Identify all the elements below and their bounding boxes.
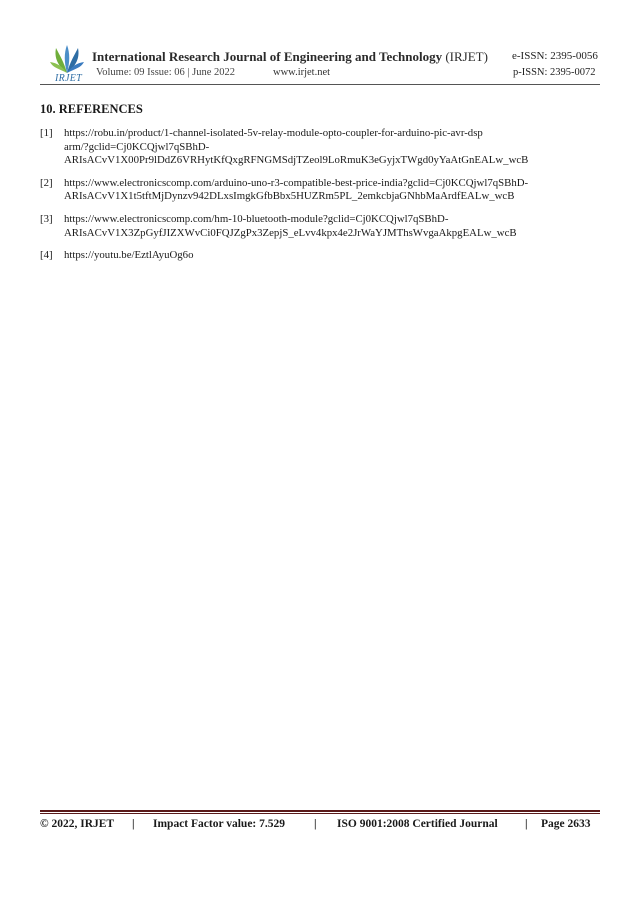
reference-link-line[interactable]: https://www.electronicscomp.com/hm-10-bluetooth-module?gclid=Cj0KCQjwl7qSBhD-	[64, 212, 449, 225]
pissn: p-ISSN: 2395-0072	[513, 67, 596, 78]
reference-link-line[interactable]: https://robu.in/product/1-channel-isolated-5v-relay-module-opto-coupler-for-arduino-pic-avr-dsp	[64, 127, 483, 139]
journal-title	[92, 49, 488, 65]
reference-number: [3]	[40, 212, 53, 225]
footer-iso: ISO 9001:2008 Certified Journal	[337, 818, 498, 830]
reference-item	[40, 249, 600, 263]
section-heading: 10. REFERENCES	[40, 102, 143, 116]
footer-divider	[40, 810, 600, 812]
footer-separator: |	[525, 818, 528, 830]
footer-divider-thin	[40, 813, 600, 814]
reference-number: [4]	[40, 249, 53, 262]
reference-link-line[interactable]: arm/?gclid=Cj0KCQjwl7qSBhD-	[64, 140, 210, 153]
reference-link-line[interactable]: ARIsACvV1X1t5tftMjDynzv942DLxsImgkGfbBbx5HUZRm5PL_2emkcbjaGNhbMaArdfEALw_wcB	[64, 190, 515, 203]
reference-item	[40, 177, 600, 204]
journal-website-link[interactable]: www.irjet.net	[273, 67, 331, 78]
journal-title-text: International Research Journal of Engineering and Technology	[92, 49, 443, 64]
reference-number: [2]	[40, 176, 53, 189]
footer-copyright: © 2022, IRJET	[40, 818, 115, 830]
header-divider	[40, 84, 600, 85]
footer-separator: |	[132, 818, 135, 830]
reference-item	[40, 127, 600, 168]
footer-impact-factor: Impact Factor value: 7.529	[153, 818, 286, 830]
reference-list	[40, 127, 600, 272]
volume-issue: Volume: 09 Issue: 06 | June 2022	[96, 67, 235, 78]
reference-link-line[interactable]: ARIsACvV1X00Pr9lDdZ6VRHytKfQxgRFNGMSdjTZeol9LoRmuK3eGyjxTWgd0yYaAtGnEALw_wcB	[64, 154, 529, 167]
reference-link-line[interactable]: ARIsACvV1X3ZpGyfJIZXWvCi0FQJZgPx3ZepjS_eLvv4kpx4e2JrWaYJMThsWvgaAkpgEALw_wcB	[64, 226, 517, 239]
footer-page-number: Page 2633	[541, 818, 591, 830]
journal-abbr: (IRJET)	[445, 49, 488, 64]
logo-text: IRJET	[55, 73, 83, 84]
page-header	[0, 0, 638, 86]
reference-number: [1]	[40, 127, 53, 139]
eissn: e-ISSN: 2395-0056	[512, 50, 598, 62]
footer-separator: |	[314, 818, 317, 830]
reference-link-line[interactable]: https://www.electronicscomp.com/arduino-uno-r3-compatible-best-price-india?gclid=Cj0KCQjwl7qSBhD-	[64, 176, 529, 189]
reference-item	[40, 213, 600, 240]
reference-link-line[interactable]: https://youtu.be/EztlAyuOg6o	[64, 249, 194, 262]
